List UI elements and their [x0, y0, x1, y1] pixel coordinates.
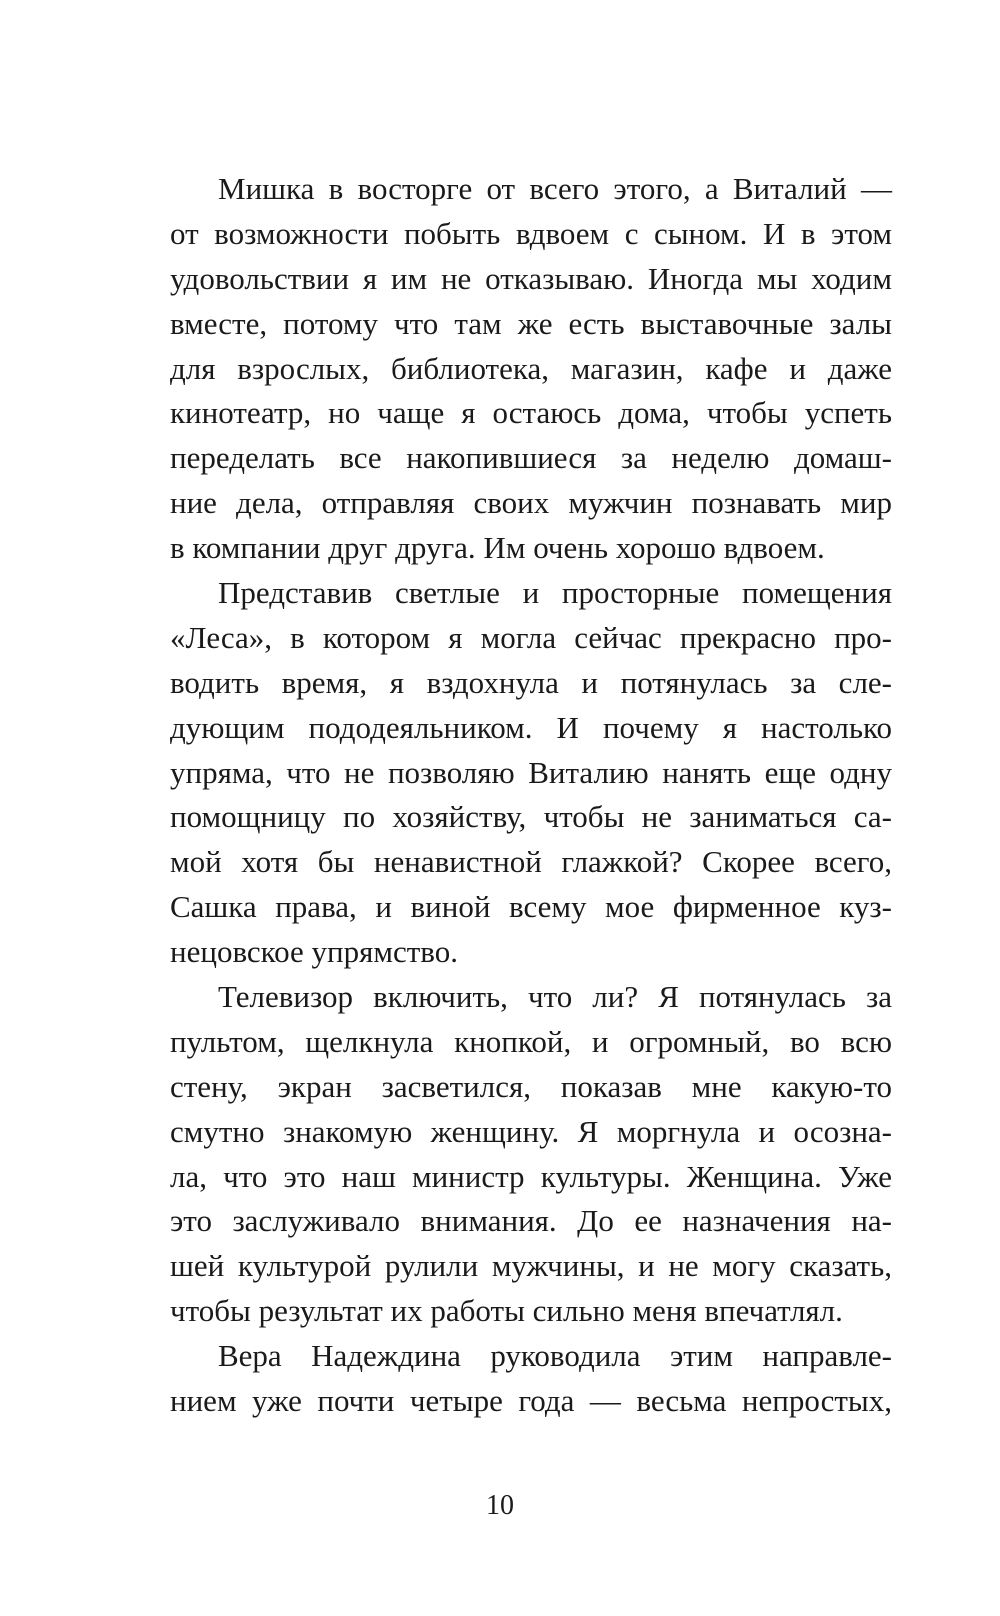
page-number: 10 [486, 1490, 514, 1521]
text-line: ла, что это наш министр культуры. Женщина. Уже [170, 1158, 892, 1194]
paragraph [170, 571, 892, 975]
text-line: стену, экран засветился, показав мне какую-то [170, 1068, 892, 1104]
page-text [170, 167, 892, 1424]
text-line: пультом, щелкнула кнопкой, и огромный, во всю [170, 1023, 892, 1059]
text-line: шей культурой рулили мужчины, и не могу сказать, [170, 1248, 892, 1284]
text-line: удовольствии я им не отказываю. Иногда мы ходим [170, 260, 892, 296]
text-line: упряма, что не позволяю Виталию нанять еще одну [170, 754, 892, 790]
text-line: переделать все накопившиеся за неделю домаш- [170, 440, 892, 476]
text-line: дующим пододеяльником. И почему я настолько [170, 709, 892, 745]
text-line: Представив светлые и просторные помещения [218, 575, 892, 611]
text-line: водить время, я вздохнула и потянулась за сле- [170, 664, 892, 700]
text-line: Вера Надеждина руководила этим направле- [218, 1338, 892, 1374]
paragraph [170, 167, 892, 571]
text-line: от возможности побыть вдвоем с сыном. И в этом [170, 215, 892, 251]
text-line: это заслуживало внимания. До ее назначения на- [170, 1203, 892, 1239]
paragraph [170, 1334, 892, 1424]
text-line: Мишка в восторге от всего этого, а Виталий — [218, 171, 892, 206]
text-line: ние дела, отправляя своих мужчин познавать мир [170, 485, 892, 521]
text-line: «Леса», в котором я могла сейчас прекрасно про- [170, 619, 892, 655]
text-line: смутно знакомую женщину. Я моргнула и осозна- [170, 1113, 892, 1149]
text-line: чтобы результат их работы сильно меня впечатлял. [170, 1293, 843, 1329]
text-line: мой хотя бы ненавистной глажкой? Скорее всего, [170, 844, 892, 880]
text-line: помощницу по хозяйству, чтобы не заниматься са- [170, 799, 892, 835]
text-line: Сашка права, и виной всему мое фирменное куз- [170, 889, 892, 925]
text-line: нецовское упрямство. [170, 934, 458, 970]
text-line: в компании друг друга. Им очень хорошо вдвоем. [170, 530, 825, 566]
paragraph [170, 975, 892, 1334]
text-line: вместе, потому что там же есть выставочные залы [170, 305, 892, 341]
text-line: нием уже почти четыре года — весьма непростых, [170, 1383, 892, 1419]
text-line: для взрослых, библиотека, магазин, кафе и даже [170, 350, 892, 386]
text-line: Телевизор включить, что ли? Я потянулась за [218, 979, 892, 1015]
text-line: кинотеатр, но чаще я остаюсь дома, чтобы успеть [170, 395, 892, 431]
